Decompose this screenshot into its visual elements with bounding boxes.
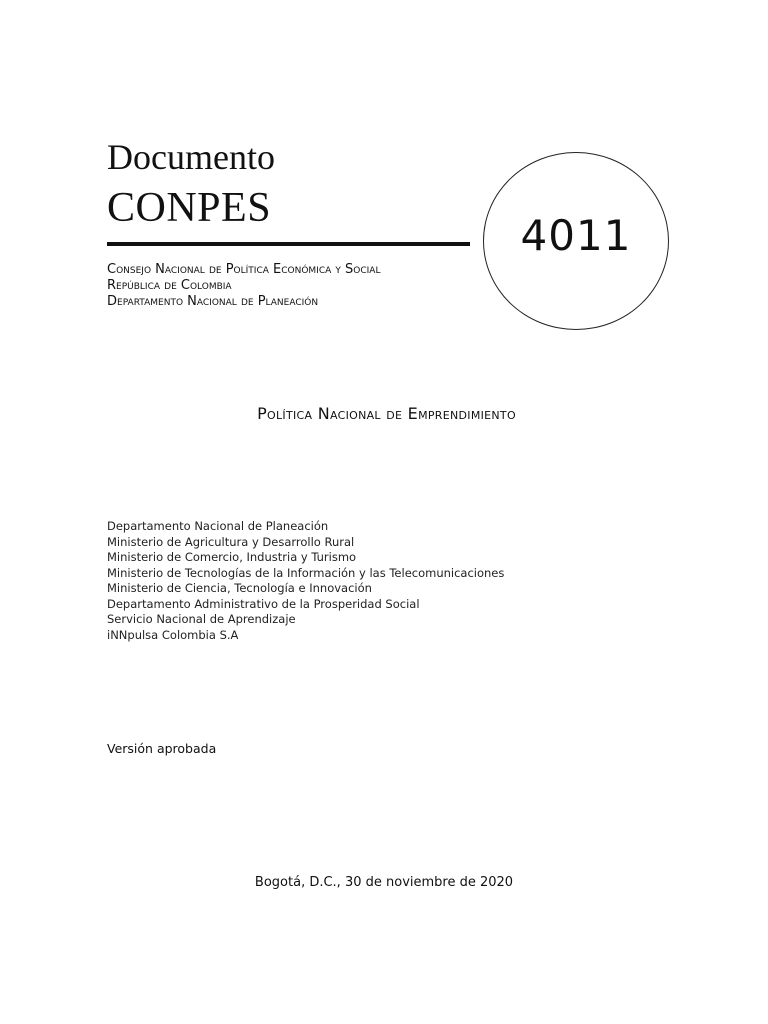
- header-rule: [107, 242, 470, 246]
- institution-line-council: Consejo Nacional de Política Económica y Social: [107, 262, 381, 277]
- document-number-circle: [483, 152, 669, 330]
- institution-line-republic: República de Colombia: [107, 278, 232, 293]
- entity-item: Servicio Nacional de Aprendizaje: [107, 612, 296, 626]
- entity-item: Departamento Administrativo de la Prosperidad Social: [107, 596, 420, 611]
- entity-item: Ministerio de Comercio, Industria y Turismo: [107, 550, 357, 564]
- entity-item: iNNpulsa Colombia S.A: [107, 627, 239, 642]
- entity-item: Ministerio de Ciencia, Tecnología e Innovación: [107, 581, 372, 595]
- institution-block: [107, 262, 380, 310]
- document-number: 4011: [520, 210, 632, 260]
- policy-title-wrapper: [0, 404, 768, 423]
- entity-item: Ministerio de Tecnologías de la Información y las Telecomunicaciones: [107, 565, 505, 580]
- institution-line-department: Departamento Nacional de Planeación: [107, 294, 319, 309]
- conpes-series-label: CONPES: [107, 185, 272, 231]
- version-status: Versión aprobada: [107, 741, 217, 756]
- policy-title: Política Nacional de Emprendimiento: [257, 404, 516, 423]
- participating-entities-list: [107, 519, 504, 643]
- place-date: Bogotá, D.C., 30 de noviembre de 2020: [254, 875, 514, 890]
- document-label: Documento: [107, 137, 275, 177]
- entity-item: Ministerio de Agricultura y Desarrollo Rural: [107, 534, 355, 549]
- entity-item: Departamento Nacional de Planeación: [107, 519, 329, 533]
- place-date-wrapper: [0, 875, 768, 890]
